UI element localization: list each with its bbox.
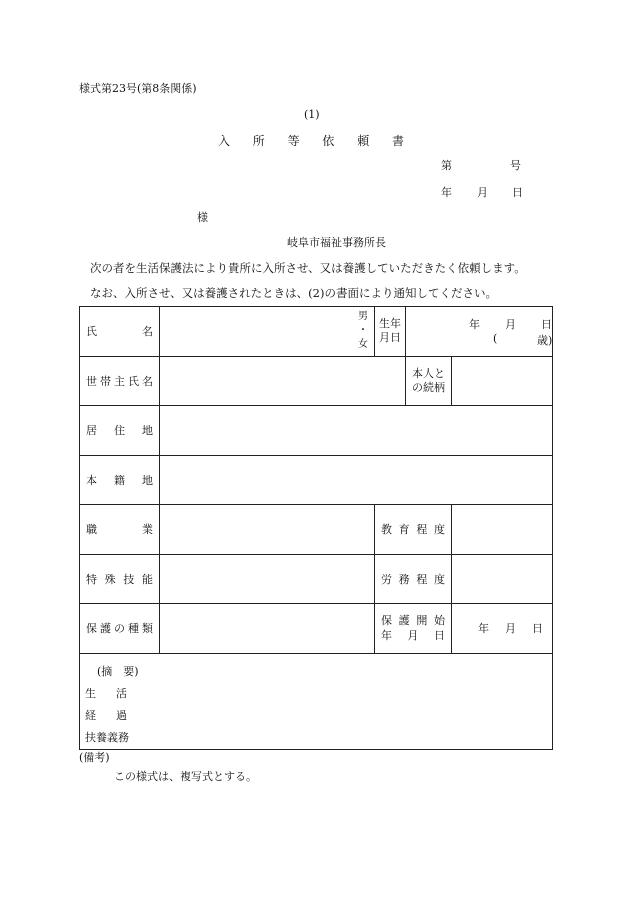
date-day: 日 bbox=[512, 186, 523, 199]
summary-history-label bbox=[85, 705, 127, 727]
doc-no-prefix: 第 bbox=[441, 159, 452, 172]
protection-type-label bbox=[80, 604, 160, 654]
age-unit: 歳) bbox=[537, 334, 553, 347]
body-text-1: 次の者を生活保護法により貴所に入所させ、又は養護していただきたく依頼します。 bbox=[90, 261, 526, 275]
birth-month: 月 bbox=[505, 318, 517, 331]
protection-start-field[interactable] bbox=[452, 604, 553, 654]
label-char: 程 bbox=[416, 572, 428, 586]
residence-field[interactable] bbox=[160, 406, 553, 456]
row-protection bbox=[80, 604, 553, 654]
relation-label-line1: 本人と bbox=[412, 366, 446, 380]
household-head-label bbox=[80, 356, 160, 406]
label-char: 氏 bbox=[128, 374, 139, 388]
label-char: 開 bbox=[416, 614, 428, 628]
occupation-field[interactable] bbox=[160, 505, 375, 555]
birth-date-field[interactable] bbox=[406, 307, 553, 357]
row-residence bbox=[80, 406, 553, 456]
birth-label bbox=[375, 307, 406, 357]
label-char: 保 bbox=[381, 614, 393, 628]
age-open: ( bbox=[493, 332, 498, 345]
education-field[interactable] bbox=[452, 505, 553, 555]
label-char: 程 bbox=[416, 523, 428, 537]
domicile-field[interactable] bbox=[160, 455, 553, 505]
date-year: 年 bbox=[441, 186, 452, 199]
label-char: 籍 bbox=[114, 473, 125, 487]
relation-label-line2: の続柄 bbox=[412, 380, 446, 394]
addressee-suffix: 様 bbox=[197, 211, 208, 224]
title-char: 頼 bbox=[357, 134, 370, 148]
label-char: 名 bbox=[142, 374, 153, 388]
row-domicile bbox=[80, 455, 553, 505]
section-number: (1) bbox=[304, 108, 320, 121]
label-char: 能 bbox=[141, 572, 153, 586]
domicile-label bbox=[80, 455, 160, 505]
protection-start-label bbox=[375, 604, 452, 654]
title-char: 入 bbox=[218, 134, 231, 148]
household-head-field[interactable] bbox=[160, 356, 406, 406]
label-char: 労 bbox=[381, 572, 393, 586]
body-text-2: なお、入所させ、又は養護されたときは、(2)の書面により通知してください。 bbox=[90, 286, 497, 300]
name-label bbox=[80, 307, 160, 357]
sex-male[interactable]: 男 bbox=[358, 311, 369, 322]
labor-label bbox=[375, 554, 452, 604]
title-char: 所 bbox=[252, 134, 265, 148]
row-name bbox=[80, 307, 553, 357]
label-char: 居 bbox=[86, 424, 97, 438]
label-char: 活 bbox=[116, 686, 127, 700]
label-char: 度 bbox=[433, 523, 445, 537]
label-char: 年 bbox=[381, 629, 393, 643]
relation-label bbox=[406, 356, 452, 406]
sex-dot: ・ bbox=[358, 325, 369, 336]
title-char: 等 bbox=[287, 134, 300, 148]
label-char: 経 bbox=[85, 708, 96, 722]
label-char: 世 bbox=[86, 374, 97, 388]
label-char: の bbox=[114, 622, 125, 636]
label-char: 教 bbox=[381, 523, 393, 537]
label-char: 氏 bbox=[86, 325, 97, 339]
label-char: 過 bbox=[116, 708, 127, 722]
skill-label bbox=[80, 554, 160, 604]
occupation-label bbox=[80, 505, 160, 555]
label-char: 特 bbox=[86, 572, 97, 586]
sex-female[interactable]: 女 bbox=[358, 339, 369, 350]
row-household-head bbox=[80, 356, 553, 406]
label-char: 住 bbox=[114, 424, 125, 438]
label-char: 務 bbox=[398, 572, 410, 586]
doc-no-suffix: 号 bbox=[510, 159, 521, 172]
remarks-label: (備考) bbox=[79, 751, 110, 764]
label-char: 育 bbox=[398, 523, 410, 537]
start-month: 月 bbox=[505, 622, 517, 636]
residence-label bbox=[80, 406, 160, 456]
label-char: 地 bbox=[142, 473, 153, 487]
label-char: 類 bbox=[142, 622, 153, 636]
label-char: 地 bbox=[142, 424, 153, 438]
document-title bbox=[218, 132, 404, 149]
label-char: 本 bbox=[86, 473, 97, 487]
title-char: 書 bbox=[391, 134, 404, 148]
label-char: 技 bbox=[123, 572, 135, 586]
birth-year: 年 bbox=[469, 318, 481, 331]
request-form-table bbox=[79, 306, 553, 750]
row-summary bbox=[80, 653, 553, 749]
label-char: 度 bbox=[433, 572, 445, 586]
skill-field[interactable] bbox=[160, 554, 375, 604]
label-char: 始 bbox=[433, 614, 445, 628]
form-number: 様式第23号(第8条関係) bbox=[79, 82, 197, 95]
label-char: 種 bbox=[128, 622, 139, 636]
protection-type-field[interactable] bbox=[160, 604, 375, 654]
birth-day: 日 bbox=[541, 318, 553, 331]
row-occupation bbox=[80, 505, 553, 555]
summary-support-label: 扶養義務 bbox=[85, 730, 129, 744]
summary-field[interactable] bbox=[80, 653, 553, 749]
label-char: 帯 bbox=[100, 374, 111, 388]
label-char: 月 bbox=[407, 629, 419, 643]
label-char: 護 bbox=[100, 622, 111, 636]
label-char: 主 bbox=[114, 374, 125, 388]
date-month: 月 bbox=[477, 186, 488, 199]
label-char: 殊 bbox=[104, 572, 116, 586]
education-label bbox=[375, 505, 452, 555]
label-char: 職 bbox=[86, 523, 97, 537]
start-year: 年 bbox=[478, 622, 490, 636]
label-char: 名 bbox=[142, 325, 153, 339]
birth-label-line1: 生年 bbox=[379, 317, 402, 331]
start-day: 日 bbox=[532, 622, 544, 636]
relation-field[interactable] bbox=[452, 356, 553, 406]
birth-label-line2: 月日 bbox=[379, 331, 402, 345]
title-char: 依 bbox=[322, 134, 335, 148]
label-char: 日 bbox=[434, 629, 446, 643]
summary-title: (摘 要) bbox=[97, 664, 139, 678]
issuer-name: 岐阜市福祉事務所長 bbox=[287, 236, 386, 249]
labor-field[interactable] bbox=[452, 554, 553, 604]
summary-life-label bbox=[85, 683, 127, 705]
label-char: 生 bbox=[85, 686, 96, 700]
row-skills bbox=[80, 554, 553, 604]
label-char: 保 bbox=[86, 622, 97, 636]
label-char: 護 bbox=[398, 614, 410, 628]
name-field[interactable] bbox=[160, 307, 375, 357]
label-char: 業 bbox=[142, 523, 153, 537]
remarks-text: この様式は、複写式とする。 bbox=[114, 770, 257, 783]
